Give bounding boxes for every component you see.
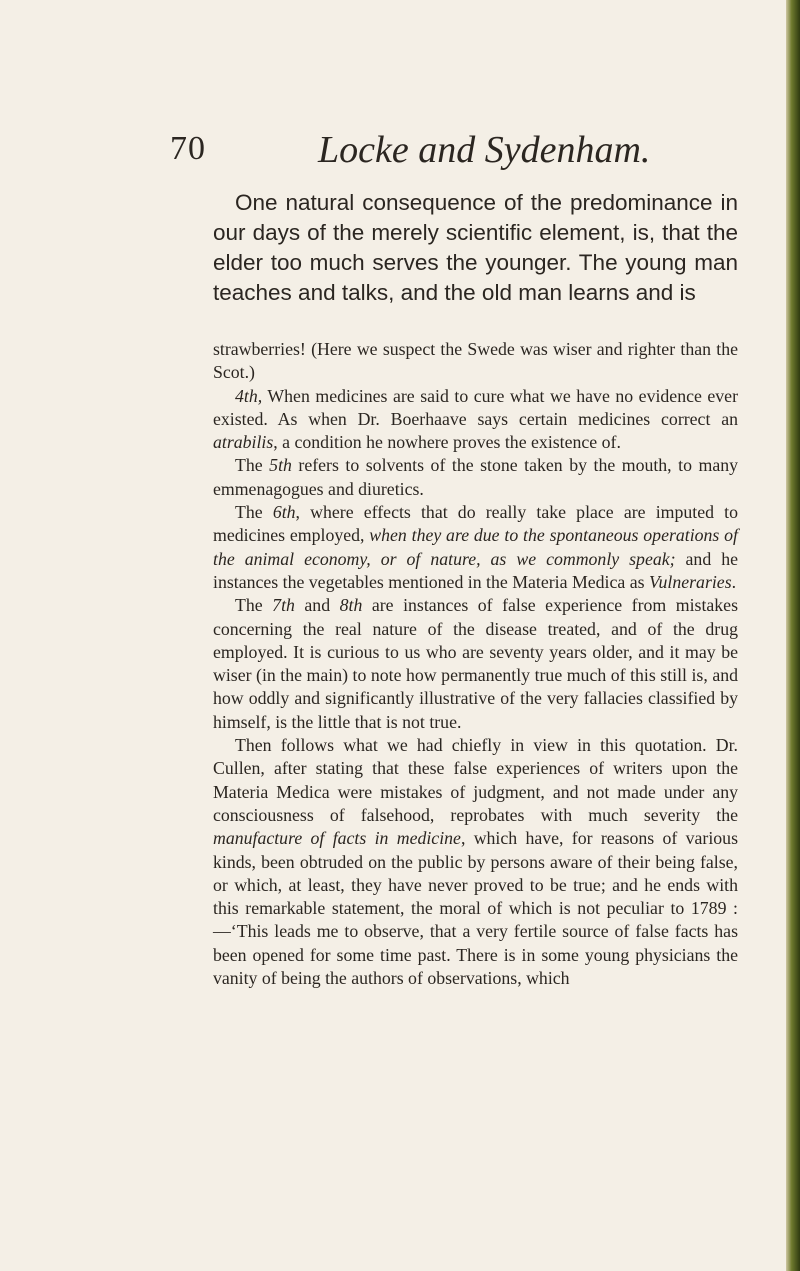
ordinal-label: 5th (269, 455, 292, 476)
note-paragraph-1: strawberries! (Here we suspect the Swede was wiser and righter than the Scot.) (213, 339, 738, 383)
italic-term: atrabilis (213, 432, 274, 453)
running-title: Locke and Sydenham. (318, 129, 651, 171)
italic-term: Vulneraries (648, 571, 732, 592)
italic-phrase: manufacture of facts in medicine (213, 828, 461, 849)
quotation-paragraph: One natural consequence of the predominance in our days of the merely scientific element, is, that the elder too much serves the younger. The young man teaches and talks, and the old man learns and is (213, 190, 738, 305)
ordinal-label: 6th (272, 502, 296, 523)
note-paragraph-4: The 6th, where effects that do really take place are imputed to medicines employed, when they are due to the spontaneous operations of the animal economy, or of nature, as we commonly speak; and he instances the vegetables mentioned in the Materia Medica as Vulneraries. (213, 502, 738, 592)
note-paragraph-2: 4th, When medicines are said to cure what we have no evidence ever existed. As when Dr. Boerhaave says certain medicines correct an atrabilis, a condition he nowhere proves the existence of. (213, 385, 738, 453)
notes-block (213, 338, 738, 990)
italic-phrase: when they are due to the spontaneous operations of the animal economy, or of nature, as we commonly speak; (213, 525, 738, 569)
ordinal-label: 7th (272, 595, 295, 616)
page-number: 70 (170, 130, 206, 167)
running-header (170, 128, 740, 182)
note-paragraph-6: Then follows what we had chiefly in view in this quotation. Dr. Cullen, after stating that these false experiences of writers upon the Materia Medica were mistakes of judgment, and not made under any consciousness of falsehood, reprobates with much severity the manufacture of facts in medicine, which have, for reasons of various kinds, been obtruded on the public by persons aware of their being false, or which, at least, they have never proved to be true; and he ends with this remarkable statement, the moral of which is not peculiar to 1789 :—‘This leads me to observe, that a very fertile source of false facts has been opened for some time past. There is in some young physicians the vanity of being the authors of observations, which (213, 735, 738, 989)
quotation-block (213, 188, 738, 308)
ordinal-label: 8th (339, 595, 363, 616)
note-paragraph-5: The 7th and 8th are instances of false experience from mistakes concerning the real nature of the disease treated, and of the drug employed. It is curious to us who are seventy years older, and it may be wiser (in the main) to note how permanently true much of this still is, and how oddly and significantly illustrative of the very fallacies classified by himself, is the little that is not true. (213, 595, 738, 732)
page-edge (786, 0, 800, 1271)
note-paragraph-3: The 5th refers to solvents of the stone taken by the mouth, to many emmenagogues and diuretics. (213, 455, 738, 499)
ordinal-label: 4th, (235, 385, 263, 406)
